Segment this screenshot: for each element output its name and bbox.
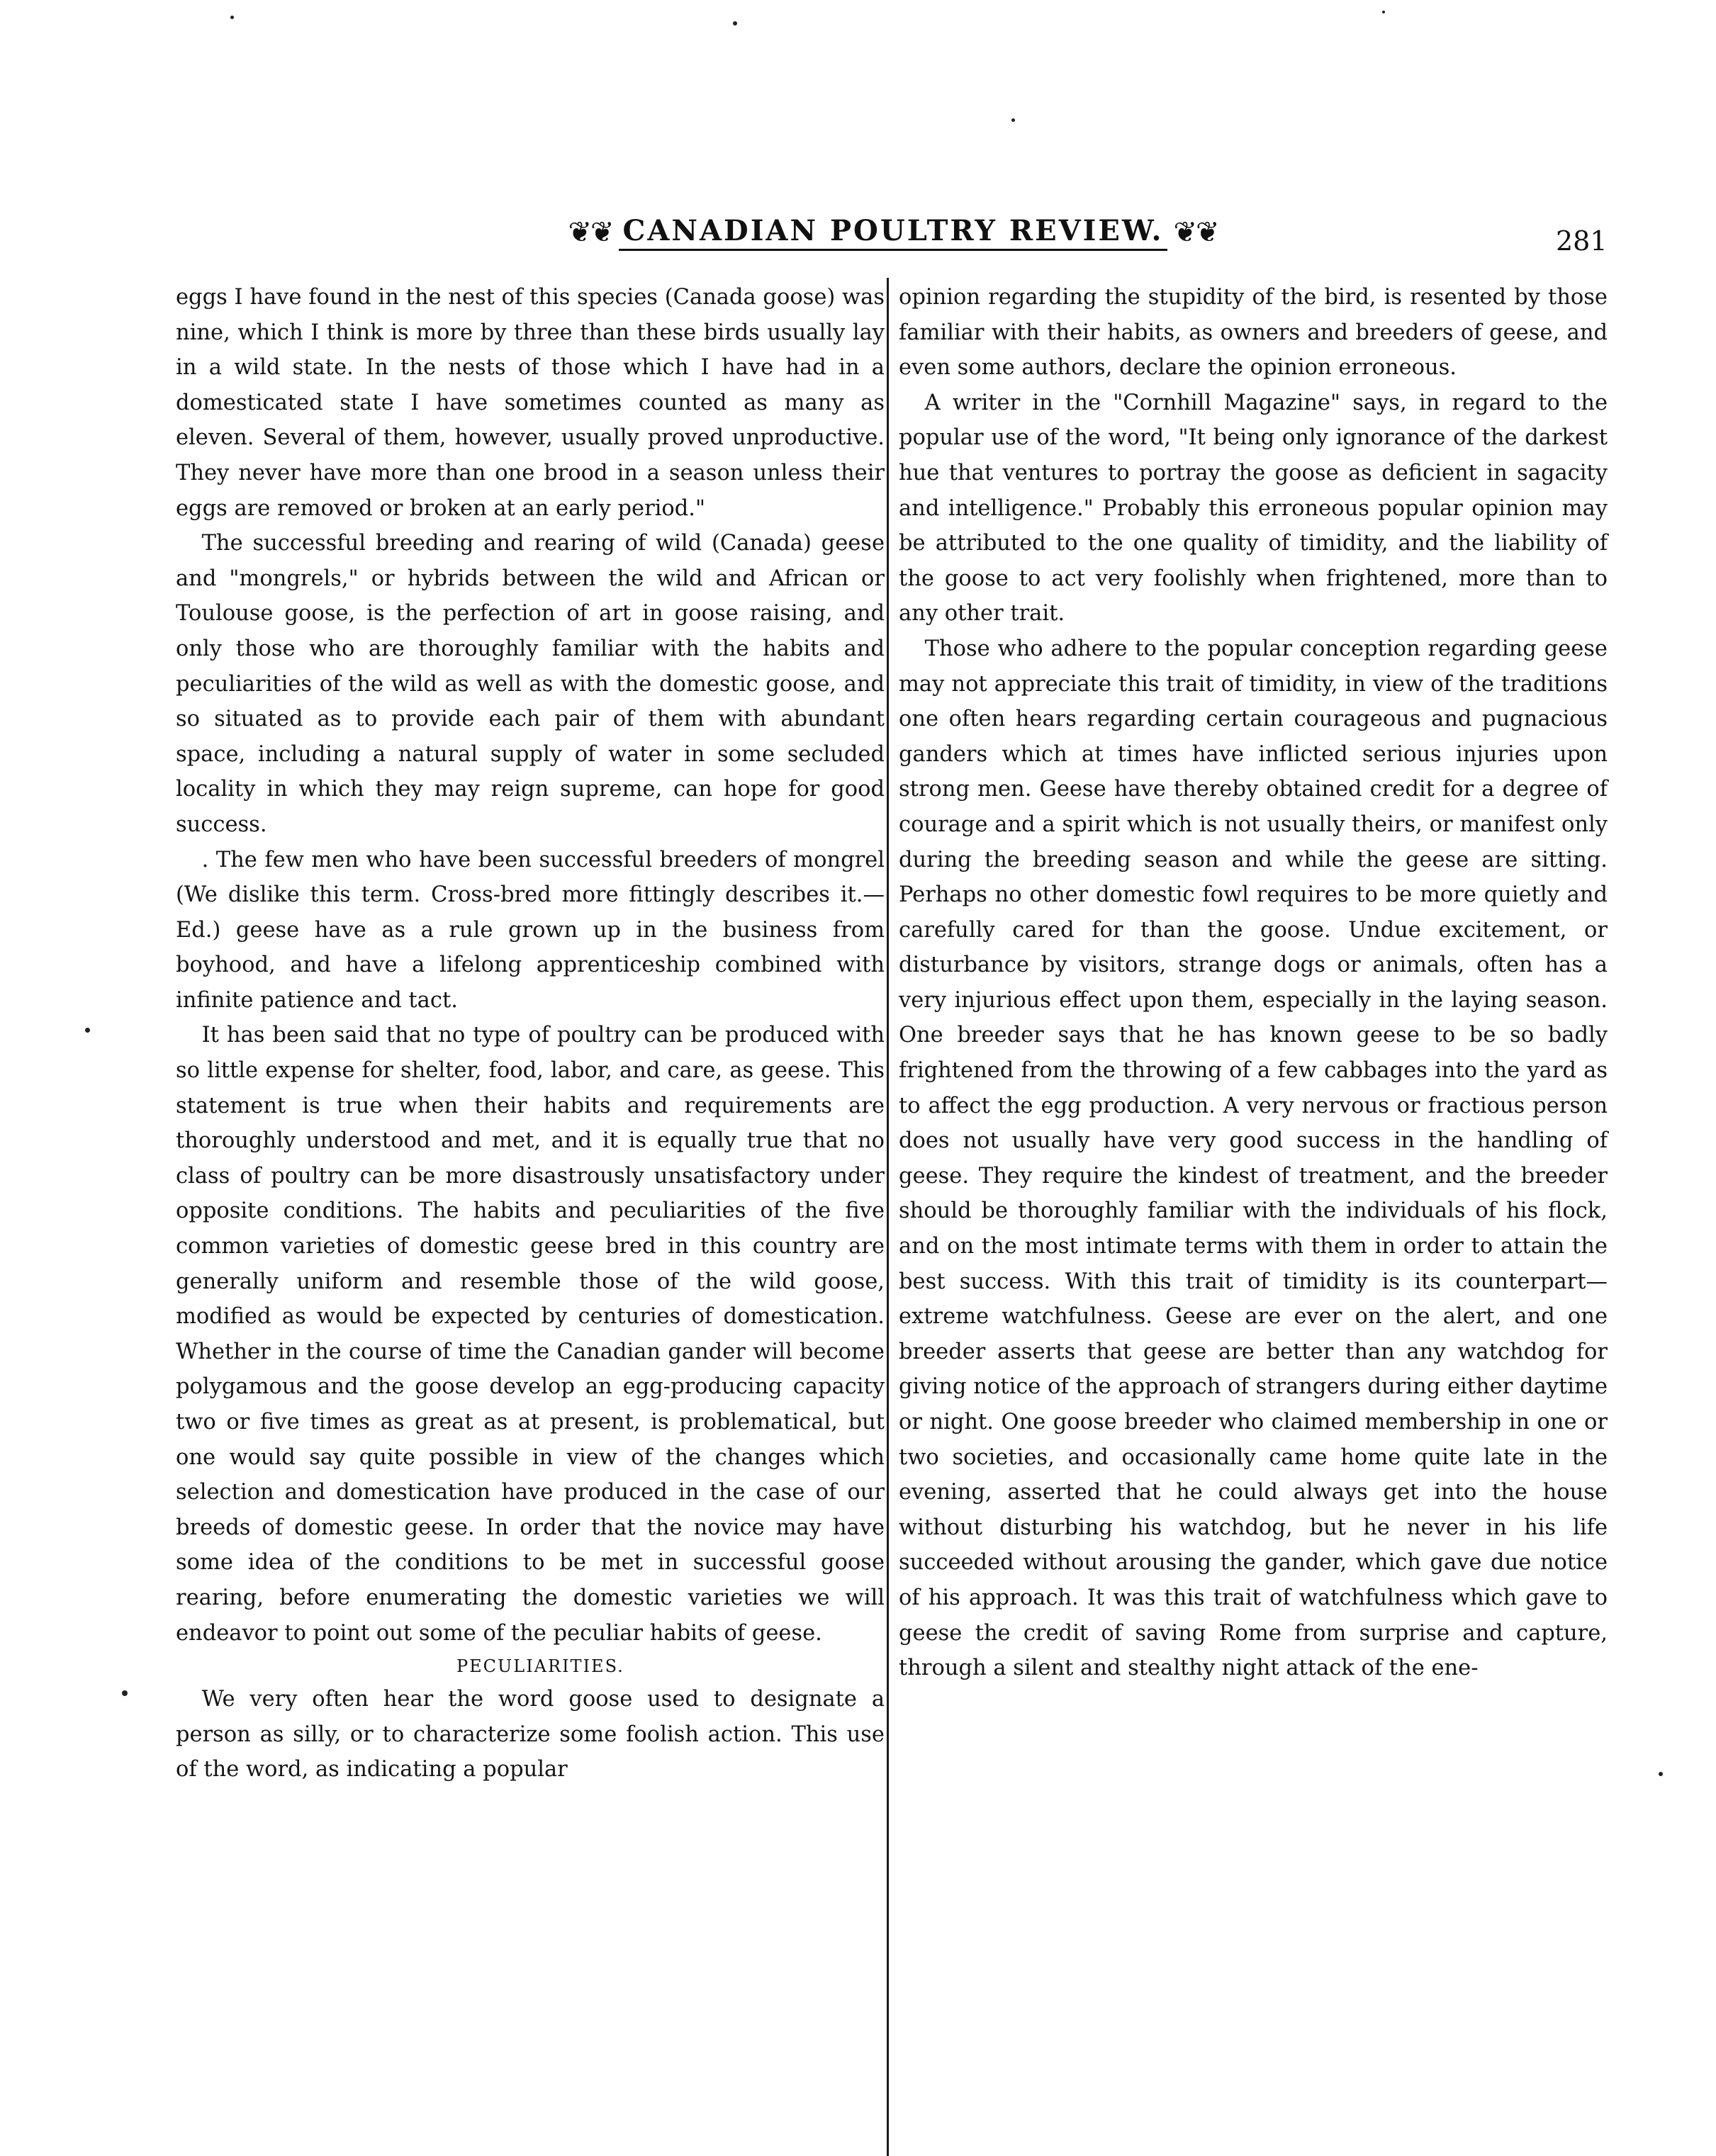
paragraph: The successful breeding and rearing of wild (Canada) geese and "mongrels," or hybrids between the wild and African or Toulouse goose, is the perfection of art in goose raising, and only those who are thoroughly familiar with the habits and peculiarities of the wild as well as with the domestic goose, and so situated as to provide each pair of them with abundant space, including a natural supply of water in some secluded locality in which they may reign supreme, can hope for good success. <box>176 531 885 837</box>
paragraph: A writer in the "Cornhill Magazine" says, in regard to the popular use of the word, "It being only ignorance of the darkest hue that ventures to portray the goose as deficient in sagacity and intelligence." Probably this erroneous popular opinion may be attributed to the one quality of timidity, and the liability of the goose to act very foolishly when frightened, more than to any other trait. <box>899 390 1608 627</box>
left-column <box>176 280 885 1787</box>
scan-speck <box>1011 118 1015 122</box>
paragraph: It has been said that no type of poultry can be produced with so little expense for shelter, food, labor, and care, as geese. This statement is true when their habits and requirements are thoroughly understood and met, and it is equally true that no class of poultry can be more disastrously unsatisfactory under opposite conditions. The habits and peculiarities of the five common varieties of domestic geese bred in this country are generally uniform and resemble those of the wild goose, modified as would be expected by centuries of domestication. Whether in the course of time the Canadian gander will become polygamous and the goose develop an egg-producing capacity two or five times as great as at present, is problematical, but one would say quite possible in view of the changes which selection and domestication have produced in the case of our breeds of domestic geese. In order that the novice may have some idea of the conditions to be met in successful goose rearing, before enumerating the domestic varieties we will endeavor to point out some of the peculiar habits of geese. <box>176 1023 885 1646</box>
scan-speck <box>733 21 737 26</box>
scan-speck <box>122 1690 128 1696</box>
masthead-title: CANADIAN POULTRY REVIEW. <box>619 214 1168 251</box>
scan-speck <box>1382 11 1385 13</box>
masthead-ornament-left: ❦❦ <box>568 216 613 249</box>
scan-speck <box>85 1028 90 1033</box>
paragraph: opinion regarding the stupidity of the bird, is resented by those familiar with their habits, as owners and breeders of geese, and even some authors, declare the opinion erroneous. <box>899 285 1608 381</box>
section-heading: PECULIARITIES. <box>456 1656 624 1677</box>
scan-speck <box>1659 1772 1663 1776</box>
masthead <box>568 206 1218 259</box>
paragraph: . The few men who have been successful breeders of mongrel (We dislike this term. Cross-bred more fittingly describes it.—Ed.) geese have as a rule grown up in the business from boyhood, and have a lifelong apprenticeship combined with infinite patience and tact. <box>176 847 885 1013</box>
right-column <box>899 280 1608 1686</box>
paragraph: We very often hear the word goose used to designate a person as silly, or to characterize some foolish action. This use of the word, as indicating a popular <box>176 1687 885 1782</box>
scan-speck <box>230 16 234 19</box>
masthead-ornament-right: ❦❦ <box>1173 216 1218 249</box>
page-number: 281 <box>1556 225 1608 257</box>
paragraph: Those who adhere to the popular conception regarding geese may not appreciate this trait of timidity, in view of the traditions one often hears regarding certain courageous and pugnacious ganders which at times have inflicted serious injuries upon strong men. Geese have thereby obtained credit for a degree of courage and a spirit which is not usually theirs, or manifest only during the breeding season and while the geese are sitting. Perhaps no other domestic fowl requires to be more quietly and carefully cared for than the goose. Undue excitement, or disturbance by visitors, strange dogs or animals, often has a very injurious effect upon them, especially in the laying season. One breeder says that he has known geese to be so badly frightened from the throwing of a few cabbages into the yard as to affect the egg production. A very nervous or fractious person does not usually have very good success in the handling of geese. They require the kindest of treatment, and the breeder should be thoroughly familiar with the individuals of his flock, and on the most intimate terms with them in order to attain the best success. With this trait of timidity is its counterpart—extreme watchfulness. Geese are ever on the alert, and one breeder asserts that geese are better than any watchdog for giving notice of the approach of strangers during either daytime or night. One goose breeder who claimed membership in one or two societies, and occasionally came home quite late in the evening, asserted that he could always get into the house without disturbing his watchdog, but he never in his life succeeded without arousing the gander, which gave due notice of his approach. It was this trait of watchfulness which gave to geese the credit of saving Rome from surprise and capture, through a silent and stealthy night attack of the ene- <box>899 636 1608 1681</box>
column-divider <box>887 278 889 2156</box>
paragraph: eggs I have found in the nest of this species (Canada goose) was nine, which I think is more by three than these birds usually lay in a wild state. In the nests of those which I have had in a domesticated state I have sometimes counted as many as eleven. Several of them, however, usually proved unproductive. They never have more than one brood in a season unless their eggs are removed or broken at an early period." <box>176 285 885 521</box>
